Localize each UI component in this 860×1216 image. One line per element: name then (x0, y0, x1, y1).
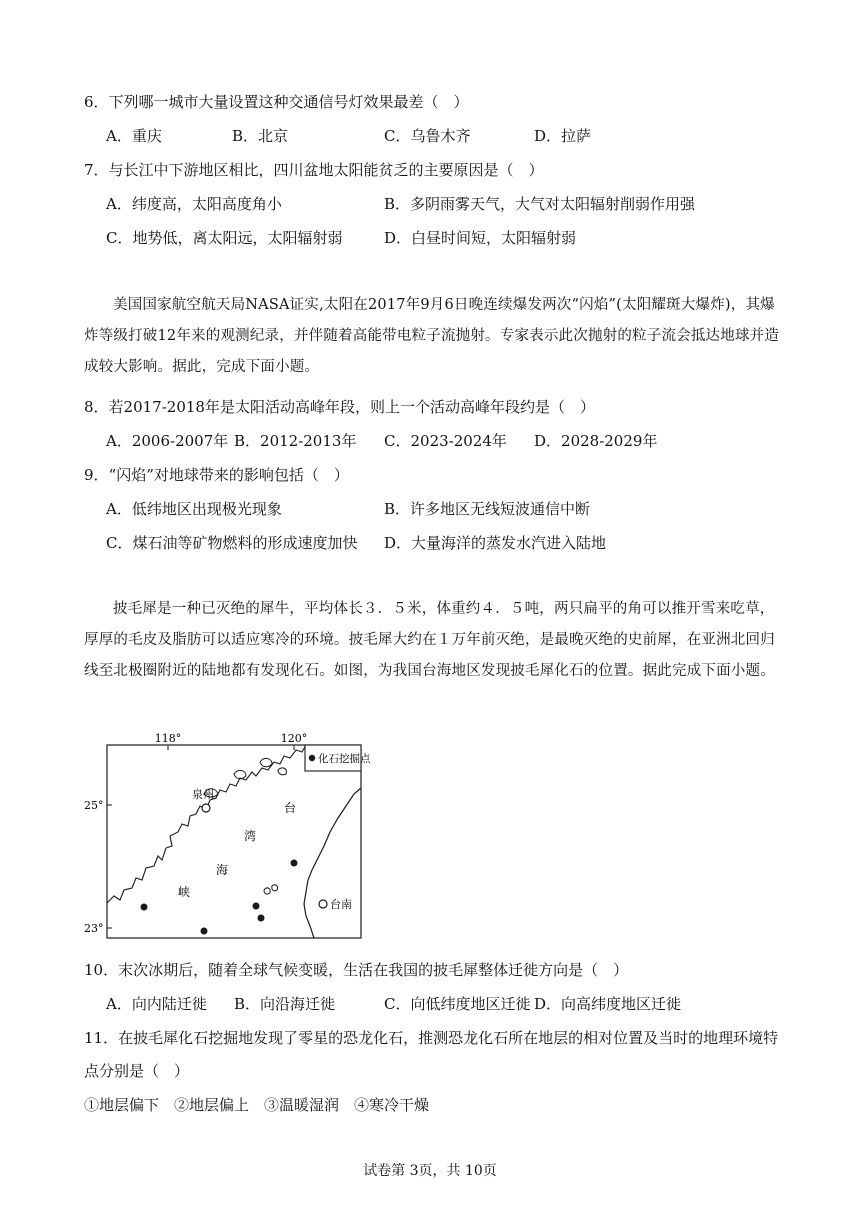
q7-option-d: D．白昼时间短，太阳辐射弱 (384, 229, 577, 247)
penghu-islands (264, 885, 278, 894)
question-11-stem-line2: 点分别是（ ） (84, 1062, 190, 1080)
strait-char-2: 湾 (244, 829, 257, 843)
question-9-stem: 9．“闪焰”对地球带来的影响包括（ ） (84, 466, 349, 484)
question-11-stem-line1: 11．在披毛犀化石挖掘地发现了零星的恐龙化石，推测恐龙化石所在地层的相对位置及当时的地理环境特 (84, 1029, 779, 1047)
legend-label: 化石挖掘点 (318, 753, 371, 765)
q9-option-d: D．大量海洋的蒸发水汽进入陆地 (384, 534, 607, 552)
tainan-label: 台南 (330, 898, 352, 911)
tainan-marker (319, 900, 327, 908)
q10-option-a: A．向内陆迁徙 (106, 995, 207, 1013)
fossil-site-marker (291, 860, 298, 867)
q6-option-d: D．拉萨 (534, 127, 592, 145)
coastal-island (278, 768, 286, 775)
q10-option-c: C．向低纬度地区迁徙 (384, 995, 531, 1013)
q6-option-c: C．乌鲁木齐 (384, 127, 471, 145)
fossil-site-marker (141, 904, 148, 911)
q6-option-a: A．重庆 (106, 127, 162, 145)
taiwan-strait-fossil-map (84, 728, 384, 948)
question-10-stem: 10．末次冰期后，随着全球气候变暖，生活在我国的披毛犀整体迁徙方向是（ ） (84, 961, 629, 979)
mainland-coast-inner (204, 758, 272, 797)
fossil-site-marker (253, 903, 260, 910)
q9-option-c: C．煤石油等矿物燃料的形成速度加快 (106, 534, 358, 552)
q6-option-b: B．北京 (232, 127, 289, 145)
lat-label-25: 25° (84, 799, 104, 812)
strait-char-4: 峡 (178, 885, 191, 899)
q10-option-d: D．向高纬度地区迁徙 (534, 995, 682, 1013)
q8-option-b: B．2012-2013年 (234, 432, 357, 450)
question-7-stem: 7．与长江中下游地区相比，四川盆地太阳能贫乏的主要原因是（ ） (84, 161, 544, 179)
taiwan-coastline (304, 788, 361, 938)
legend-fossil-marker (309, 755, 315, 761)
mainland-coastline (107, 745, 306, 903)
strait-char-3: 海 (216, 863, 229, 877)
passage-woolly-rhino: 披毛犀是一种已灭绝的犀牛，平均体长３．５米，体重约４．５吨，两只扁平的角可以推开雪来吃草，厚厚的毛皮及脂肪可以适应寒冷的环境。披毛犀大约在１万年前灭绝，是最晚灭绝的史前犀，在亚洲北回归线至北极圈附近的陆地都有发现化石。如图，为我国台海地区发现披毛犀化石的位置。据此完成下面小题。 (84, 601, 775, 679)
quanzhou-label: 泉州 (192, 788, 214, 801)
q10-option-b: B．向沿海迁徙 (234, 995, 336, 1013)
lon-label-120: 120° (280, 732, 308, 745)
lon-label-118: 118° (154, 732, 182, 745)
question-11-choices: ①地层偏下 ②地层偏上 ③温暖湿润 ④寒冷干燥 (84, 1096, 430, 1114)
strait-char-1: 台 (284, 801, 297, 815)
fossil-site-marker (258, 915, 265, 922)
quanzhou-marker (202, 804, 210, 812)
question-6-stem: 6．下列哪一城市大量设置这种交通信号灯效果最差（ ） (84, 93, 469, 111)
q7-option-a: A．纬度高，太阳高度角小 (106, 195, 282, 213)
q7-option-c: C．地势低，离太阳远，太阳辐射弱 (106, 229, 343, 247)
q8-option-a: A．2006-2007年 (106, 432, 229, 450)
q9-option-b: B．许多地区无线短波通信中断 (384, 500, 591, 518)
question-8-stem: 8．若2017-2018年是太阳活动高峰年段，则上一个活动高峰年段约是（ ） (84, 398, 595, 416)
passage-solar-flare: 美国国家航空航天局NASA证实,太阳在2017年9月6日晚连续爆发两次“闪焰”(太阳耀斑大爆炸)，其爆炸等级打破12年来的观测纪录，并伴随着高能带电粒子流抛射。专家表示此次抛射的粒子流会抵达地球并造成较大影响。据此，完成下面小题。 (84, 297, 780, 375)
page-footer: 试卷第 3页，共 10页 (363, 1163, 497, 1179)
q7-option-b: B．多阴雨雾天气，大气对太阳辐射削弱作用强 (384, 195, 696, 213)
q9-option-a: A．低纬地区出现极光现象 (106, 500, 282, 518)
fossil-site-marker (201, 928, 208, 935)
q8-option-d: D．2028-2029年 (534, 432, 658, 450)
q8-option-c: C．2023-2024年 (384, 432, 507, 450)
lat-label-23: 23° (84, 922, 104, 935)
